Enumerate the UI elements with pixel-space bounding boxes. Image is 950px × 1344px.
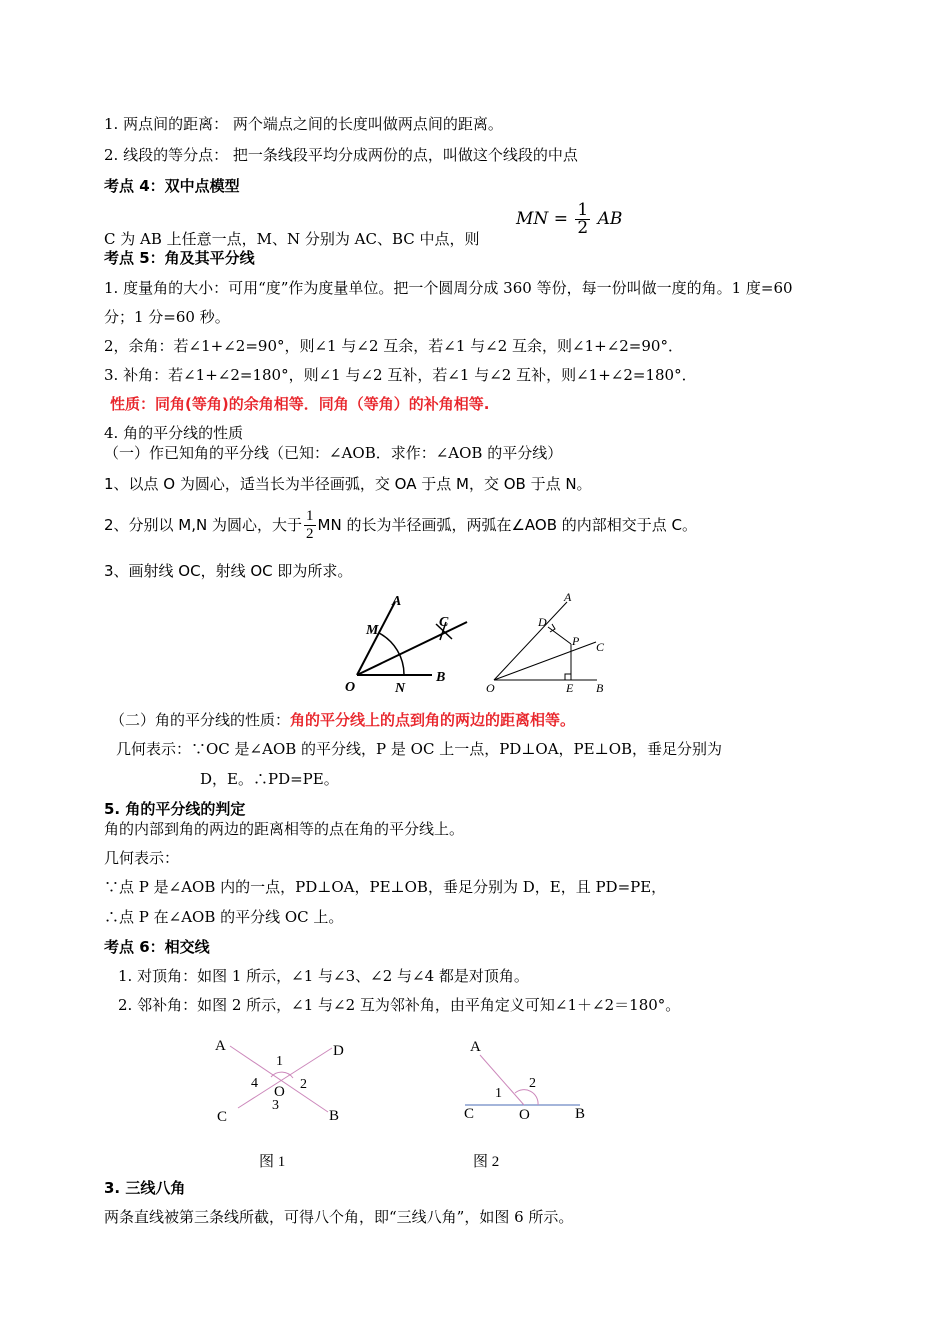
label-e: E xyxy=(566,681,574,695)
text-line: 角的内部到角的两边的距离相等的点在角的平分线上。 xyxy=(104,820,465,838)
label-o: O xyxy=(274,1084,285,1100)
label-d: D xyxy=(333,1043,344,1059)
segment-pd xyxy=(548,627,571,644)
fraction-numerator: 1 xyxy=(306,508,314,524)
section-heading: 考点 4：双中点模型 xyxy=(104,177,240,195)
label-b: B xyxy=(596,681,604,695)
figure-caption: 图 2 xyxy=(473,1154,500,1170)
angle-2: 2 xyxy=(300,1077,307,1092)
text-line: 4. 角的平分线的性质 xyxy=(104,424,244,442)
label-d: D xyxy=(538,615,547,629)
label-a: A xyxy=(392,594,402,609)
step-3: 3、画射线 OC，射线 OC 即为所求。 xyxy=(104,562,353,580)
fraction-denominator: 2 xyxy=(306,526,314,542)
label-b: B xyxy=(575,1106,586,1122)
text-line: 几何表示： xyxy=(104,849,180,867)
label-o: O xyxy=(486,681,495,695)
label-c: C xyxy=(217,1109,228,1125)
text-line: 2. 邻补角：如图 2 所示，∠1 与∠2 互为邻补角，由平角定义可知∠1＋∠2＝180°。 xyxy=(118,996,681,1014)
label-a: A xyxy=(564,590,572,604)
text-line: 2. 线段的等分点： 把一条线段平均分成两份的点，叫做这个线段的中点 xyxy=(104,146,578,164)
angle-1: 1 xyxy=(276,1054,283,1069)
fraction-denominator: 2 xyxy=(577,218,589,238)
section-heading: 3. 三线八角 xyxy=(104,1179,186,1197)
ray-oa xyxy=(357,602,395,675)
text-line: 1. 两点间的距离： 两个端点之间的长度叫做两点间的距离。 xyxy=(104,115,503,133)
section-heading: 考点 6：相交线 xyxy=(104,938,210,956)
bisector-property-figure xyxy=(480,588,620,700)
ray-oa xyxy=(480,1055,524,1105)
text-line: 分；1 分=60 秒。 xyxy=(104,308,230,326)
text-line: D，E。∴PD=PE。 xyxy=(200,770,339,788)
label-n: N xyxy=(395,681,406,696)
property-statement: 角的平分线上的点到角的两边的距离相等。 xyxy=(290,711,576,729)
angle-2: 2 xyxy=(529,1076,536,1091)
label-m: M xyxy=(366,623,379,638)
text-line: 2，余角：若∠1+∠2=90°，则∠1 与∠2 互余，若∠1 与∠2 互余，则∠1+∠2=90°． xyxy=(104,337,683,355)
text-line: （一）作已知角的平分线（已知：∠AOB．求作：∠AOB 的平分线） xyxy=(104,444,563,462)
ray-oa xyxy=(494,602,567,680)
property-label: （二）角的平分线的性质： xyxy=(110,711,291,729)
text-line: ∴点 P 在∠AOB 的平分线 OC 上。 xyxy=(104,908,344,926)
label-b: B xyxy=(436,670,446,685)
figure-2-adjacent-angles xyxy=(455,1030,615,1175)
text-line: ∵点 P 是∠AOB 内的一点，PD⊥OA，PE⊥OB，垂足分别为 D，E，且 PD=PE， xyxy=(104,878,667,896)
angle-4: 4 xyxy=(251,1076,258,1091)
label-a: A xyxy=(470,1039,481,1055)
right-angle-mark xyxy=(565,674,571,680)
text-line: 两条直线被第三条线所截，可得八个角，即“三线八角”，如图 6 所示。 xyxy=(104,1208,574,1226)
step-2 xyxy=(104,503,697,547)
angle-arc xyxy=(515,1090,538,1105)
property-note: 性质：同角(等角)的余角相等．同角（等角）的补角相等. xyxy=(110,395,490,413)
label-p: P xyxy=(572,634,580,648)
formula-ab-label: AB xyxy=(597,209,623,229)
ray-oc xyxy=(494,642,596,680)
angle-arc xyxy=(271,1072,293,1078)
step-2-prefix: 2、分别以 M,N 为圆心，大于 xyxy=(104,516,303,534)
angle-1: 1 xyxy=(495,1086,502,1101)
text-line: C 为 AB 上任意一点，M、N 分别为 AC、BC 中点，则 xyxy=(104,230,480,248)
text-line: 3. 补角：若∠1+∠2=180°，则∠1 与∠2 互补，若∠1 与∠2 互补，则∠1+∠2=180°． xyxy=(104,366,697,384)
text-line: 1. 度量角的大小：可用“度”作为度量单位。把一个圆周分成 360 等份，每一份叫做一度的角。1 度=60 xyxy=(104,279,793,297)
step-1: 1、以点 O 为圆心，适当长为半径画弧，交 OA 于点 M，交 OB 于点 N。 xyxy=(104,475,592,493)
figure-1-vertical-angles xyxy=(200,1030,360,1175)
label-c: C xyxy=(439,615,449,630)
fraction-numerator: 1 xyxy=(577,200,589,220)
label-b: B xyxy=(329,1108,340,1124)
text-line xyxy=(110,710,575,730)
formula-mn-label: MN xyxy=(516,209,549,229)
label-c: C xyxy=(596,640,605,654)
label-c: C xyxy=(464,1106,475,1122)
figure-caption: 图 1 xyxy=(259,1154,286,1170)
bisector-construction-figure xyxy=(340,588,480,698)
angle-3: 3 xyxy=(272,1098,279,1113)
step-2-suffix: MN 的长为半径画弧，两弧在∠AOB 的内部相交于点 C。 xyxy=(317,516,698,534)
text-line: 1. 对顶角：如图 1 所示，∠1 与∠3、∠2 与∠4 都是对顶角。 xyxy=(118,967,529,985)
label-o: O xyxy=(345,680,356,695)
label-o: O xyxy=(519,1107,530,1123)
fraction xyxy=(575,202,590,237)
label-a: A xyxy=(215,1038,226,1054)
right-angle-mark xyxy=(550,624,555,632)
formula-eq: = xyxy=(553,209,568,229)
fraction xyxy=(304,508,316,543)
text-line: 几何表示：∵OC 是∠AOB 的平分线，P 是 OC 上一点，PD⊥OA，PE⊥OB，垂足分别为 xyxy=(116,740,723,758)
section-heading: 考点 5：角及其平分线 xyxy=(104,249,255,267)
section-heading: 5. 角的平分线的判定 xyxy=(104,800,246,818)
formula-mn xyxy=(516,200,622,238)
